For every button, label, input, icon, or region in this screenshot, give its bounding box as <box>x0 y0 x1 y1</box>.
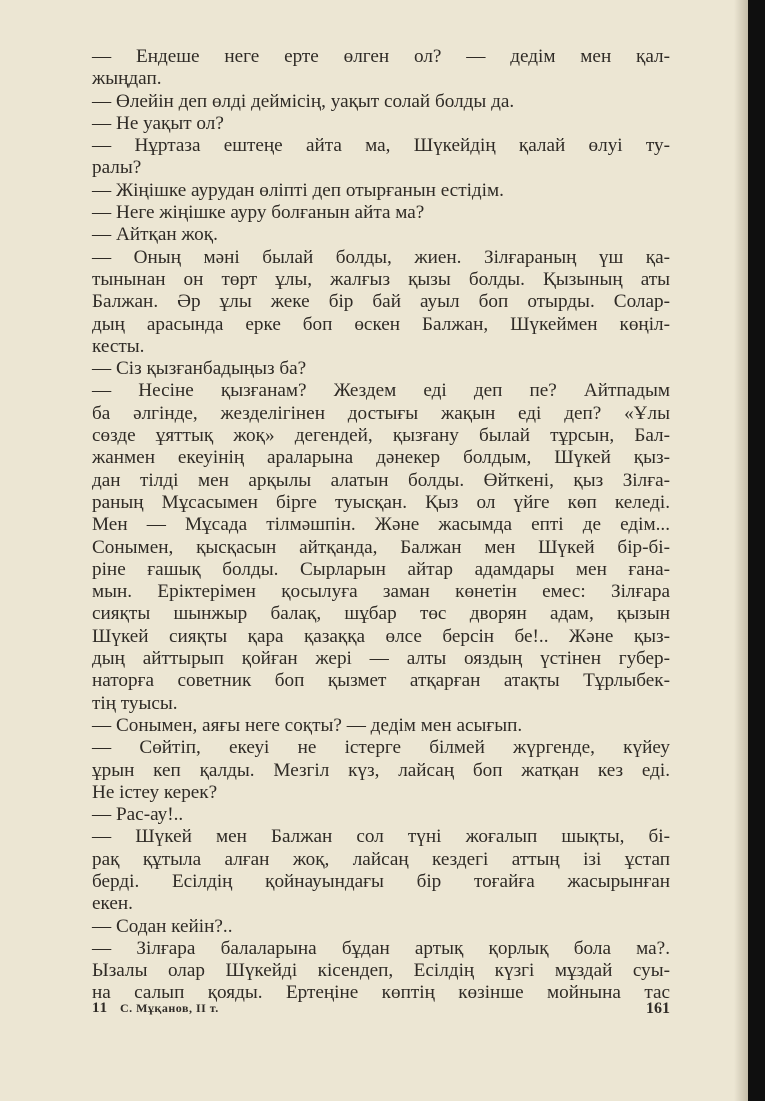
text-line: екен. <box>92 893 133 915</box>
page-footer <box>92 1000 670 1024</box>
text-line: — Рас-ау!.. <box>92 804 184 826</box>
text-line: берді. Есілдің қойнауындағы бір тоғайға жасырынған <box>92 870 670 892</box>
text-line: тынынан он төрт ұлы, жалғыз қызы болды. Қызының аты <box>92 268 670 290</box>
text-line: дың айттырып қойған жері — алты ояздың үстінен губер- <box>92 648 670 670</box>
text-line: — Ендеше неге ерте өлген ол? — дедім мен қал- <box>92 46 670 67</box>
text-line: — Не уақыт ол? <box>92 112 224 134</box>
signature-number: 11 <box>92 1000 109 1016</box>
text-line: — Содан кейін?.. <box>92 915 233 937</box>
text-line: тің туысы. <box>92 692 178 714</box>
signature-text: С. Мұқанов, II т. <box>119 1001 219 1015</box>
text-line: — Айтқан жоқ. <box>92 224 218 246</box>
text-line: — Оның мәні былай болды, жиен. Зілғараның үш қа- <box>92 246 670 268</box>
text-line: — Зілғара балаларына бұдан артық қорлық бола ма?. <box>92 937 670 959</box>
printer-signature <box>92 1000 219 1017</box>
text-line: Мен — Мұсада тілмәшпін. Және жасымда епті де едім... <box>92 514 670 536</box>
text-line: — Сөйтіп, екеуі не істерге білмей жүргенде, күйеу <box>92 737 670 759</box>
text-line: — Шүкей мен Балжан сол түні жоғалып шықты, бі- <box>92 826 670 848</box>
text-line: ріне ғашық болды. Сырларын айтар адамдары мен ғана- <box>92 558 670 580</box>
text-line: — Несіне қызғанам? Жездем еді деп пе? Айтпадым <box>92 380 670 402</box>
text-line: ұрын кеп қалды. Мезгіл күз, лайсаң боп жатқан кез еді. <box>92 759 670 781</box>
text-line: дан тілді мен арқылы алатын болды. Өйткені, қыз Зілға- <box>92 469 670 491</box>
text-line: — Сонымен, аяғы неге соқты? — дедім мен асығып. <box>92 714 523 736</box>
text-line: сөзде ұяттық жоқ» дегендей, қызғану былай тұрсын, Бал- <box>92 425 670 447</box>
text-line: Шүкей сияқты қара қазаққа өлсе берсін бе!.. Және қыз- <box>92 625 670 647</box>
spine-shadow <box>734 0 748 1101</box>
text-line: жанмен екеуінің араларына дәнекер болдым, Шүкей қыз- <box>92 447 670 469</box>
text-line: наторға советник боп қызмет атқарған атақты Тұрлыбек- <box>92 670 670 692</box>
text-line: ба әлгінде, жезделігінен достығы жақын еді деп? «Ұлы <box>92 402 670 424</box>
text-line: рақ құтыла алған жоқ, лайсаң кездегі аттың ізі ұстап <box>92 848 670 870</box>
text-line: Балжан. Әр ұлы жеке бір бай ауыл боп отырды. Солар- <box>92 291 670 313</box>
text-line: на салып қояды. Ертеңіне көптің көзінше мойнына тас <box>92 982 670 1004</box>
text-line: мын. Еріктерімен қосылуға заман көнетін емес: Зілғара <box>92 581 670 603</box>
text-line: Ызалы олар Шүкейді кісендеп, Есілдің күзгі мұздай суы- <box>92 960 670 982</box>
page-edge <box>748 0 765 1101</box>
text-line: — Нұртаза ештеңе айта ма, Шүкейдің қалай өлуі ту- <box>92 135 670 157</box>
text-line: дың арасында ерке боп өскен Балжан, Шүкеймен көңіл- <box>92 313 670 335</box>
text-line: — Неге жіңішке ауру болғанын айта ма? <box>92 202 425 224</box>
text-line: сияқты шынжыр балақ, шұбар төс дворян адам, қызын <box>92 603 670 625</box>
text-line: — Өлейін деп өлді дейміcің, уақыт солай болды да. <box>92 90 515 112</box>
text-line: кесты. <box>92 335 145 357</box>
page-body-text <box>92 46 670 1005</box>
text-line: Не істеу керек? <box>92 781 218 803</box>
text-line: жыңдап. <box>92 68 162 90</box>
text-line: ралы? <box>92 157 142 179</box>
text-line: — Жіңішке аурудан өліпті деп отырғанын естідім. <box>92 179 504 201</box>
text-line: раның Мұсасымен бірге туысқан. Қыз ол үйге көп келеді. <box>92 491 670 513</box>
text-line: — Сіз қызғанбадыңыз ба? <box>92 358 307 380</box>
text-line: Сонымен, қысқасын айтқанда, Балжан мен Шүкей бір-бі- <box>92 536 670 558</box>
page-number: 161 <box>646 1000 670 1017</box>
